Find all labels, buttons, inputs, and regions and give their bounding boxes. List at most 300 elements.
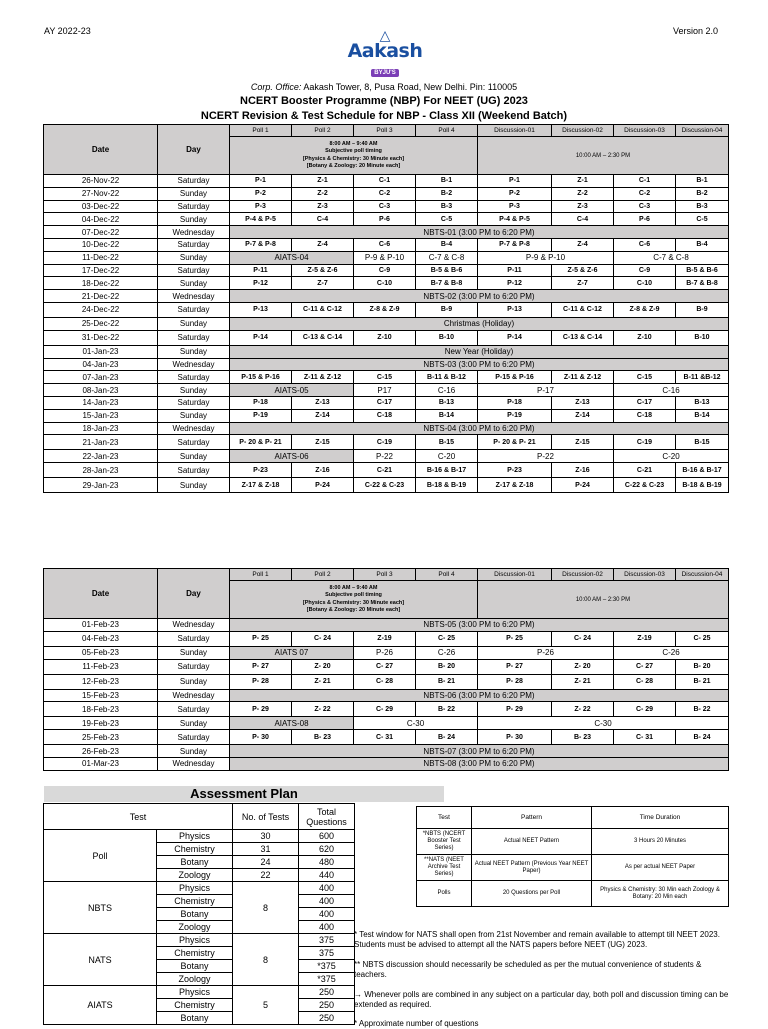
questions-cell: 400 [299, 895, 355, 908]
poll-cell: Z-4 [292, 238, 354, 251]
page-subtitle: NCERT Revision & Test Schedule for NBP - Class XII (Weekend Batch) [200, 110, 568, 122]
discussion-cell: P-17 [478, 384, 614, 397]
date-cell: 03-Dec-22 [44, 200, 158, 213]
discussion-cell: B-16 & B-17 [676, 463, 729, 478]
test-info-row [417, 829, 729, 855]
subject-cell: Chemistry [157, 843, 233, 856]
schedule-table-1 [43, 124, 729, 493]
discussion-cell: Z- 22 [552, 702, 614, 717]
poll-timing-line: 8:00 AM – 9:40 AM [329, 140, 378, 147]
test-name-cell: NATS [44, 934, 157, 986]
poll-timing-line: Subjective poll timing [325, 148, 382, 154]
date-cell: 26-Feb-23 [44, 745, 158, 758]
poll-cell: P-7 & P-8 [230, 238, 292, 251]
poll-cell: C-16 [416, 384, 478, 397]
poll-cell: Z- 22 [292, 702, 354, 717]
day-cell: Sunday [158, 646, 230, 659]
discussion-cell: P-22 [478, 450, 614, 463]
subject-cell: Chemistry [157, 947, 233, 960]
poll-header: Poll 1 [230, 125, 292, 137]
date-cell: 04-Dec-22 [44, 213, 158, 226]
nbts-cell: NBTS-05 (3:00 PM to 6:20 PM) [230, 619, 729, 632]
discussion-cell: Z-14 [552, 409, 614, 422]
discussion-cell: P-18 [478, 396, 552, 409]
day-cell: Wednesday [158, 358, 230, 371]
subject-cell: Chemistry [157, 999, 233, 1012]
poll-cell: C- 25 [416, 631, 478, 646]
poll-cell: B-10 [416, 330, 478, 345]
discussion-cell: B-15 [676, 435, 729, 450]
poll-cell: B- 24 [416, 730, 478, 745]
num-tests-cell: 22 [233, 869, 299, 882]
schedule-row [44, 213, 729, 226]
nbts-cell: NBTS-07 (3:00 PM to 6:20 PM) [230, 745, 729, 758]
schedule-row [44, 290, 729, 303]
schedule-row [44, 745, 729, 758]
discussion-cell: P-2 [478, 187, 552, 200]
day-cell: Saturday [158, 302, 230, 317]
discussion-cell: P- 30 [478, 730, 552, 745]
poll-cell: B- 21 [416, 674, 478, 689]
discussion-cell: C-15 [614, 371, 676, 384]
discussion-cell: Z-7 [552, 277, 614, 290]
schedule-row [44, 646, 729, 659]
assessment-header-row [44, 804, 355, 830]
poll-cell: Z-3 [292, 200, 354, 213]
discussion-cell: P-23 [478, 463, 552, 478]
poll-cell: B-3 [416, 200, 478, 213]
date-cell: 21-Dec-22 [44, 290, 158, 303]
test-info-test: Polls [417, 881, 472, 907]
day-cell: Saturday [158, 702, 230, 717]
day-cell: Saturday [158, 200, 230, 213]
day-cell: Saturday [158, 730, 230, 745]
day-cell: Sunday [158, 384, 230, 397]
poll-header: Poll 4 [416, 125, 478, 137]
corp-address: Aakash Tower, 8, Pusa Road, New Delhi. Pin: 110005 [301, 82, 518, 92]
logo-triangle-icon: △ [379, 27, 391, 43]
poll-cell: B-5 & B-6 [416, 264, 478, 277]
poll-cell: P-15 & P-16 [230, 371, 292, 384]
poll-cell: C-13 & C-14 [292, 330, 354, 345]
discussion-cell: B-9 [676, 302, 729, 317]
assessment-table [43, 803, 355, 1025]
test-name-cell: AIATS [44, 986, 157, 1025]
poll-cell: P-19 [230, 409, 292, 422]
discussion-cell: C-22 & C-23 [614, 478, 676, 493]
corp-office [0, 82, 768, 92]
discussion-header: Discussion-01 [478, 569, 552, 581]
discussion-cell: B-3 [676, 200, 729, 213]
discussion-cell: Z-17 & Z-18 [478, 478, 552, 493]
day-cell: Saturday [158, 396, 230, 409]
aiats-cell: AIATS-08 [230, 717, 354, 730]
poll-cell: B-1 [416, 175, 478, 188]
discussion-cell: B-4 [676, 238, 729, 251]
subject-cell: Botany [157, 856, 233, 869]
poll-cell: Z-7 [292, 277, 354, 290]
subject-cell: Physics [157, 882, 233, 895]
poll-header: Poll 3 [354, 125, 416, 137]
subject-cell: Physics [157, 986, 233, 999]
questions-cell: *375 [299, 960, 355, 973]
footnote-4: * Approximate number of questions [354, 1019, 479, 1028]
discussion-cell: Z-15 [552, 435, 614, 450]
poll-cell: C-17 [354, 396, 416, 409]
poll-cell: B-14 [416, 409, 478, 422]
schedule-table-2 [43, 568, 729, 771]
schedule-row [44, 730, 729, 745]
discussion-cell: Z-5 & Z-6 [552, 264, 614, 277]
poll-cell: P-14 [230, 330, 292, 345]
discussion-cell: P-15 & P-16 [478, 371, 552, 384]
poll-cell: P-24 [292, 478, 354, 493]
questions-cell: 620 [299, 843, 355, 856]
day-cell: Wednesday [158, 422, 230, 435]
questions-cell: 400 [299, 882, 355, 895]
day-cell: Sunday [158, 277, 230, 290]
poll-cell: B-9 [416, 302, 478, 317]
total-questions-header: Total Questions [299, 804, 355, 830]
subject-cell: Zoology [157, 973, 233, 986]
discussion-cell: C- 27 [614, 659, 676, 674]
date-cell: 17-Dec-22 [44, 264, 158, 277]
discussion-cell: P-12 [478, 277, 552, 290]
discussion-cell: B-18 & B-19 [676, 478, 729, 493]
num-tests-cell: 30 [233, 830, 299, 843]
aakash-logo [345, 28, 425, 80]
poll-cell: P-1 [230, 175, 292, 188]
discussion-cell: C-26 [614, 646, 729, 659]
poll-cell: Z-16 [292, 463, 354, 478]
discussion-cell: B- 22 [676, 702, 729, 717]
day-cell: Sunday [158, 674, 230, 689]
date-cell: 18-Dec-22 [44, 277, 158, 290]
discussion-cell: B-14 [676, 409, 729, 422]
date-cell: 07-Dec-22 [44, 226, 158, 239]
discussion-timing: 10:00 AM – 2:30 PM [478, 581, 729, 619]
discussion-cell: B- 21 [676, 674, 729, 689]
day-cell: Wednesday [158, 689, 230, 702]
poll-cell: C-21 [354, 463, 416, 478]
date-cell: 18-Feb-23 [44, 702, 158, 717]
discussion-cell: C- 31 [614, 730, 676, 745]
day-header: Day [158, 569, 230, 619]
schedule-row [44, 409, 729, 422]
aiats-cell: AIATS-05 [230, 384, 354, 397]
poll-cell: C-7 & C-8 [416, 251, 478, 264]
discussion-cell: C- 28 [614, 674, 676, 689]
poll-cell: P- 20 & P- 21 [230, 435, 292, 450]
schedule-row [44, 631, 729, 646]
poll-cell: B-2 [416, 187, 478, 200]
num-tests-cell: 8 [233, 934, 299, 986]
discussion-cell: B-5 & B-6 [676, 264, 729, 277]
discussion-cell: C-19 [614, 435, 676, 450]
discussion-cell: B- 23 [552, 730, 614, 745]
day-cell: Saturday [158, 435, 230, 450]
discussion-header: Discussion-04 [676, 125, 729, 137]
questions-cell: 375 [299, 934, 355, 947]
poll-timing-line: [Physics & Chemistry: 30 Minute each] [302, 155, 405, 162]
poll-cell: P-22 [354, 450, 416, 463]
discussion-cell: C- 29 [614, 702, 676, 717]
poll-header: Poll 4 [416, 569, 478, 581]
poll-cell: Z- 20 [292, 659, 354, 674]
discussion-cell: Z-1 [552, 175, 614, 188]
assessment-row [44, 882, 355, 895]
poll-cell: C-10 [354, 277, 416, 290]
discussion-cell: C-21 [614, 463, 676, 478]
day-cell: Saturday [158, 175, 230, 188]
day-cell: Saturday [158, 371, 230, 384]
discussion-cell: B-10 [676, 330, 729, 345]
date-header: Date [44, 125, 158, 175]
discussion-cell: Z- 20 [552, 659, 614, 674]
test-info-header: Test [417, 807, 472, 829]
day-cell: Wednesday [158, 226, 230, 239]
poll-cell: P-11 [230, 264, 292, 277]
poll-cell: B-11 & B-12 [416, 371, 478, 384]
discussion-cell: C-5 [676, 213, 729, 226]
date-cell: 04-Jan-23 [44, 358, 158, 371]
test-header: Test [44, 804, 233, 830]
test-info-table [416, 806, 729, 907]
poll-cell: C-3 [354, 200, 416, 213]
schedule-row [44, 187, 729, 200]
discussion-cell: C-18 [614, 409, 676, 422]
date-cell: 10-Dec-22 [44, 238, 158, 251]
schedule-row [44, 330, 729, 345]
discussion-cell: P-24 [552, 478, 614, 493]
schedule-row [44, 371, 729, 384]
day-cell: Saturday [158, 659, 230, 674]
questions-cell: 600 [299, 830, 355, 843]
poll-cell: C-18 [354, 409, 416, 422]
discussion-cell: P- 29 [478, 702, 552, 717]
poll-cell: P- 29 [230, 702, 292, 717]
discussion-cell: C-6 [614, 238, 676, 251]
date-cell: 14-Jan-23 [44, 396, 158, 409]
poll-cell: C- 28 [354, 674, 416, 689]
day-cell: Sunday [158, 717, 230, 730]
discussion-cell: Z-4 [552, 238, 614, 251]
day-cell: Sunday [158, 213, 230, 226]
poll-cell: C-2 [354, 187, 416, 200]
discussion-header: Discussion-03 [614, 569, 676, 581]
holiday-cell: Christmas (Holiday) [230, 317, 729, 330]
poll-cell: P-6 [354, 213, 416, 226]
questions-cell: 250 [299, 1012, 355, 1025]
discussion-header: Discussion-04 [676, 569, 729, 581]
day-cell: Sunday [158, 317, 230, 330]
date-cell: 18-Jan-23 [44, 422, 158, 435]
date-cell: 25-Feb-23 [44, 730, 158, 745]
poll-cell: P- 28 [230, 674, 292, 689]
poll-cell: Z-11 & Z-12 [292, 371, 354, 384]
poll-cell: Z-13 [292, 396, 354, 409]
discussion-cell: P-13 [478, 302, 552, 317]
test-info-test: *NBTS (NCERT Booster Test Series) [417, 829, 472, 855]
schedule-row [44, 619, 729, 632]
date-cell: 07-Jan-23 [44, 371, 158, 384]
assessment-plan-title: Assessment Plan [44, 786, 444, 802]
discussion-header: Discussion-02 [552, 569, 614, 581]
test-info-row [417, 881, 729, 907]
version-label: Version 2.0 [672, 26, 718, 36]
test-info-pattern: Actual NEET Pattern [472, 829, 592, 855]
date-cell: 19-Feb-23 [44, 717, 158, 730]
discussion-timing: 10:00 AM – 2:30 PM [478, 137, 729, 175]
date-cell: 11-Dec-22 [44, 251, 158, 264]
schedule-row [44, 302, 729, 317]
aiats-cell: AIATS-04 [230, 251, 354, 264]
date-cell: 31-Dec-22 [44, 330, 158, 345]
subject-cell: Chemistry [157, 895, 233, 908]
questions-cell: 375 [299, 947, 355, 960]
questions-cell: 250 [299, 999, 355, 1012]
corp-label: Corp. Office: [250, 82, 302, 92]
discussion-cell: C-4 [552, 213, 614, 226]
poll-header: Poll 1 [230, 569, 292, 581]
test-info-pattern: 20 Questions per Poll [472, 881, 592, 907]
test-info-time: 3 Hours 20 Minutes [592, 829, 729, 855]
date-cell: 15-Jan-23 [44, 409, 158, 422]
discussion-cell: P- 20 & P- 21 [478, 435, 552, 450]
discussion-cell: Z-10 [614, 330, 676, 345]
discussion-cell: Z-3 [552, 200, 614, 213]
discussion-cell: C-10 [614, 277, 676, 290]
poll-header: Poll 2 [292, 125, 354, 137]
questions-cell: 250 [299, 986, 355, 999]
poll-cell: B-16 & B-17 [416, 463, 478, 478]
schedule-row [44, 422, 729, 435]
date-cell: 27-Nov-22 [44, 187, 158, 200]
date-cell: 11-Feb-23 [44, 659, 158, 674]
schedule-row [44, 264, 729, 277]
discussion-cell: Z- 21 [552, 674, 614, 689]
schedule-row [44, 717, 729, 730]
poll-cell: C-30 [354, 717, 478, 730]
nbts-cell: NBTS-02 (3:00 PM to 6:20 PM) [230, 290, 729, 303]
discussion-cell: P-9 & P-10 [478, 251, 614, 264]
discussion-cell: C-3 [614, 200, 676, 213]
poll-cell: B-4 [416, 238, 478, 251]
poll-cell: Z-19 [354, 631, 416, 646]
subject-cell: Physics [157, 830, 233, 843]
questions-cell: 480 [299, 856, 355, 869]
poll-cell: C-6 [354, 238, 416, 251]
poll-timing [230, 581, 478, 619]
discussion-cell: Z-8 & Z-9 [614, 302, 676, 317]
day-cell: Sunday [158, 745, 230, 758]
nbts-cell: NBTS-03 (3:00 PM to 6:20 PM) [230, 358, 729, 371]
discussion-cell: P- 27 [478, 659, 552, 674]
discussion-cell: B-11 &B-12 [676, 371, 729, 384]
poll-cell: Z-5 & Z-6 [292, 264, 354, 277]
academic-year: AY 2022-23 [44, 26, 91, 36]
poll-cell: C-4 [292, 213, 354, 226]
test-info-header-row [417, 807, 729, 829]
schedule-row [44, 659, 729, 674]
schedule-row [44, 478, 729, 493]
nbts-cell: NBTS-01 (3:00 PM to 6:20 PM) [230, 226, 729, 239]
aiats-cell: AIATS-06 [230, 450, 354, 463]
discussion-cell: B- 20 [676, 659, 729, 674]
poll-cell: C- 29 [354, 702, 416, 717]
discussion-cell: P- 25 [478, 631, 552, 646]
schedule-row [44, 200, 729, 213]
poll-cell: P- 27 [230, 659, 292, 674]
day-cell: Sunday [158, 251, 230, 264]
discussion-cell: B-1 [676, 175, 729, 188]
day-cell: Wednesday [158, 757, 230, 770]
poll-cell: C-19 [354, 435, 416, 450]
subject-cell: Botany [157, 1012, 233, 1025]
discussion-cell: C-1 [614, 175, 676, 188]
test-info-header: Pattern [472, 807, 592, 829]
questions-cell: 400 [299, 908, 355, 921]
day-cell: Saturday [158, 463, 230, 478]
date-cell: 25-Dec-22 [44, 317, 158, 330]
date-cell: 05-Feb-23 [44, 646, 158, 659]
day-cell: Wednesday [158, 619, 230, 632]
poll-cell: Z-14 [292, 409, 354, 422]
poll-cell: C- 24 [292, 631, 354, 646]
schedule-row [44, 435, 729, 450]
poll-cell: P-2 [230, 187, 292, 200]
poll-cell: B-7 & B-8 [416, 277, 478, 290]
date-cell: 12-Feb-23 [44, 674, 158, 689]
poll-cell: P-13 [230, 302, 292, 317]
schedule-row [44, 384, 729, 397]
discussion-cell: Z-13 [552, 396, 614, 409]
poll-cell: C-22 & C-23 [354, 478, 416, 493]
discussion-cell: B-13 [676, 396, 729, 409]
subject-cell: Physics [157, 934, 233, 947]
discussion-header: Discussion-03 [614, 125, 676, 137]
test-info-header: Time Duration [592, 807, 729, 829]
day-cell: Saturday [158, 330, 230, 345]
schedule-row [44, 238, 729, 251]
discussion-cell: C- 24 [552, 631, 614, 646]
date-cell: 04-Feb-23 [44, 631, 158, 646]
date-cell: 15-Feb-23 [44, 689, 158, 702]
poll-timing-line: [Botany & Zoology: 20 Minute each] [306, 607, 401, 613]
discussion-cell: C-20 [614, 450, 729, 463]
test-info-test: **NATS (NEET Archive Test Series) [417, 855, 472, 881]
footnote-2: ** NBTS discussion should necessarily be scheduled as per the mutual convenience of students & teachers. [354, 960, 702, 979]
discussion-cell: P- 28 [478, 674, 552, 689]
nbts-cell: NBTS-04 (3:00 PM to 6:20 PM) [230, 422, 729, 435]
poll-cell: Z-15 [292, 435, 354, 450]
poll-cell: Z-8 & Z-9 [354, 302, 416, 317]
schedule-row [44, 396, 729, 409]
day-cell: Sunday [158, 409, 230, 422]
poll-cell: Z-17 & Z-18 [230, 478, 292, 493]
poll-cell: P-23 [230, 463, 292, 478]
discussion-cell: Z-11 & Z-12 [552, 371, 614, 384]
poll-cell: B-18 & B-19 [416, 478, 478, 493]
poll-cell: P- 30 [230, 730, 292, 745]
day-cell: Wednesday [158, 290, 230, 303]
poll-cell: C-15 [354, 371, 416, 384]
poll-cell: B- 20 [416, 659, 478, 674]
questions-cell: 440 [299, 869, 355, 882]
discussion-cell: B- 24 [676, 730, 729, 745]
discussion-cell: C-7 & C-8 [614, 251, 729, 264]
discussion-cell: P-19 [478, 409, 552, 422]
